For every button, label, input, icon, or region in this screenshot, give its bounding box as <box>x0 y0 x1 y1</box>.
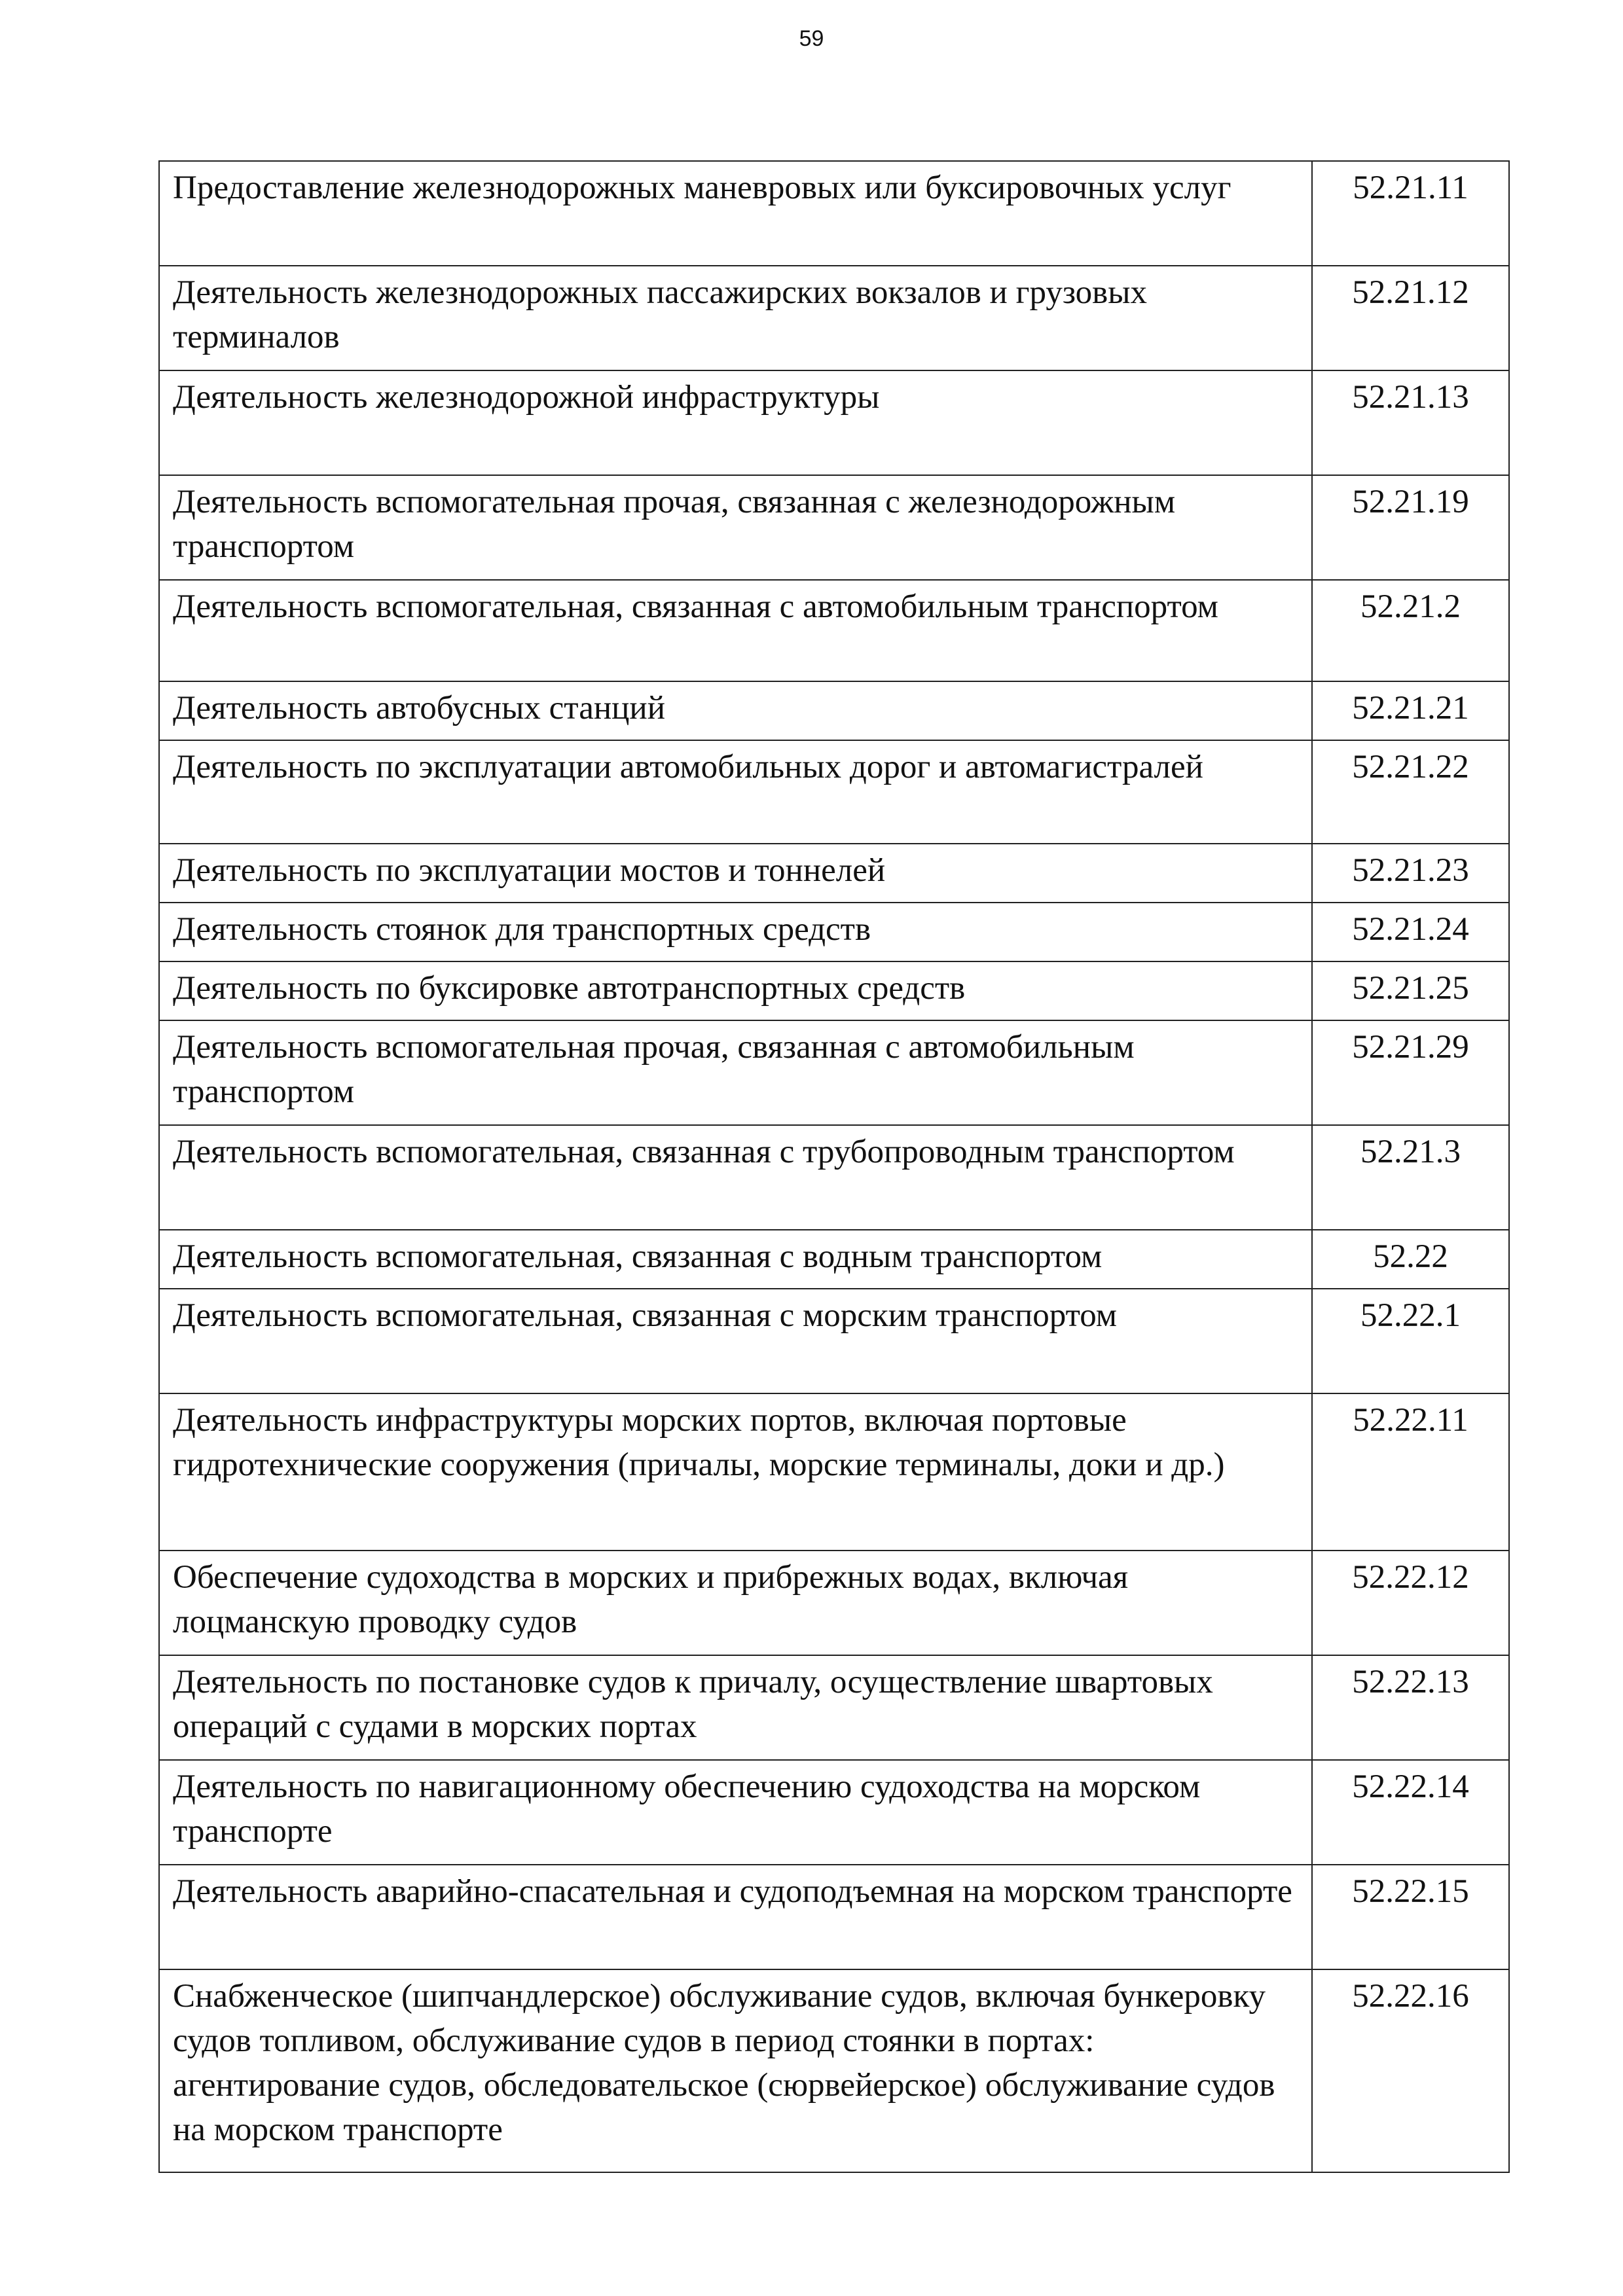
activity-description: Деятельность вспомогательная прочая, связанная с автомобильным транспортом <box>159 1020 1312 1125</box>
activity-description: Деятельность инфраструктуры морских портов, включая портовые гидротехнические сооружения (причалы, морские терминалы, доки и др.) <box>159 1393 1312 1551</box>
activity-code: 52.21.13 <box>1312 370 1509 475</box>
table-row <box>159 844 1509 903</box>
activity-description: Деятельность вспомогательная, связанная с морским транспортом <box>159 1289 1312 1393</box>
activity-description: Деятельность вспомогательная прочая, связанная с железнодорожным транспортом <box>159 475 1312 580</box>
activity-code: 52.22.14 <box>1312 1760 1509 1865</box>
activity-code: 52.21.25 <box>1312 961 1509 1020</box>
table-row <box>159 161 1509 266</box>
activity-description: Деятельность автобусных станций <box>159 681 1312 740</box>
table-row <box>159 1289 1509 1393</box>
activity-code: 52.21.29 <box>1312 1020 1509 1125</box>
activity-description: Деятельность вспомогательная, связанная с автомобильным транспортом <box>159 580 1312 681</box>
activity-description: Деятельность по постановке судов к причалу, осуществление швартовых операций с судами в морских портах <box>159 1655 1312 1760</box>
activity-code: 52.21.19 <box>1312 475 1509 580</box>
activity-code: 52.22.12 <box>1312 1551 1509 1655</box>
activity-code: 52.22 <box>1312 1230 1509 1289</box>
table-row <box>159 1655 1509 1760</box>
activity-code: 52.22.16 <box>1312 1969 1509 2172</box>
table-row <box>159 740 1509 844</box>
activity-description: Деятельность по буксировке автотранспортных средств <box>159 961 1312 1020</box>
activity-code-table <box>158 160 1510 2173</box>
activity-description: Деятельность железнодорожных пассажирских вокзалов и грузовых терминалов <box>159 266 1312 370</box>
activity-code: 52.21.24 <box>1312 903 1509 961</box>
table-row <box>159 370 1509 475</box>
table-row <box>159 1551 1509 1655</box>
table-row <box>159 1865 1509 1969</box>
activity-code: 52.22.1 <box>1312 1289 1509 1393</box>
activity-description: Деятельность железнодорожной инфраструктуры <box>159 370 1312 475</box>
table-row <box>159 1760 1509 1865</box>
activity-code: 52.21.21 <box>1312 681 1509 740</box>
activity-description: Деятельность по эксплуатации мостов и тоннелей <box>159 844 1312 903</box>
table-row <box>159 1020 1509 1125</box>
table-row <box>159 580 1509 681</box>
activity-description: Деятельность вспомогательная, связанная с водным транспортом <box>159 1230 1312 1289</box>
activity-description: Деятельность по навигационному обеспечению судоходства на морском транспорте <box>159 1760 1312 1865</box>
activity-code: 52.21.2 <box>1312 580 1509 681</box>
activity-code: 52.22.15 <box>1312 1865 1509 1969</box>
activity-description: Обеспечение судоходства в морских и прибрежных водах, включая лоцманскую проводку судов <box>159 1551 1312 1655</box>
activity-description: Снабженческое (шипчандлерское) обслуживание судов, включая бункеровку судов топливом, обслуживание судов в период стоянки в портах: агентирование судов, обследовательское (сюрвейерское) обслуживание судов на морском транспорте <box>159 1969 1312 2172</box>
activity-code: 52.22.11 <box>1312 1393 1509 1551</box>
table-row <box>159 1969 1509 2172</box>
table-row <box>159 961 1509 1020</box>
activity-description: Деятельность по эксплуатации автомобильных дорог и автомагистралей <box>159 740 1312 844</box>
page-number: 59 <box>799 26 824 51</box>
table-row <box>159 1230 1509 1289</box>
activity-description: Деятельность аварийно-спасательная и судоподъемная на морском транспорте <box>159 1865 1312 1969</box>
activity-code: 52.21.22 <box>1312 740 1509 844</box>
activity-code: 52.21.12 <box>1312 266 1509 370</box>
table-row <box>159 903 1509 961</box>
table-row <box>159 1393 1509 1551</box>
activity-description: Предоставление железнодорожных маневровых или буксировочных услуг <box>159 161 1312 266</box>
activity-description: Деятельность вспомогательная, связанная с трубопроводным транспортом <box>159 1125 1312 1230</box>
activity-description: Деятельность стоянок для транспортных средств <box>159 903 1312 961</box>
activity-code: 52.21.3 <box>1312 1125 1509 1230</box>
activity-code: 52.22.13 <box>1312 1655 1509 1760</box>
table-row <box>159 475 1509 580</box>
activity-code: 52.21.11 <box>1312 161 1509 266</box>
table-row <box>159 681 1509 740</box>
table-row <box>159 1125 1509 1230</box>
table-row <box>159 266 1509 370</box>
activity-code: 52.21.23 <box>1312 844 1509 903</box>
